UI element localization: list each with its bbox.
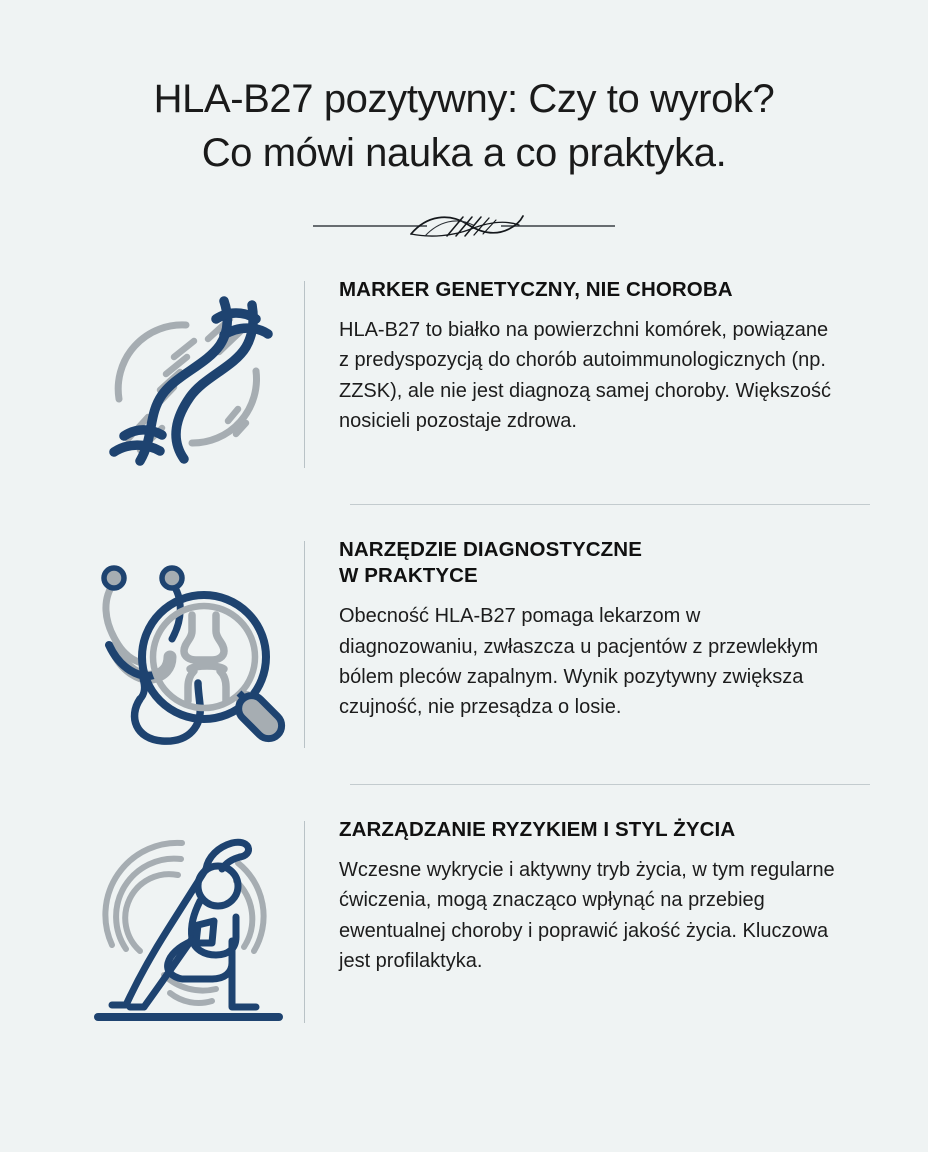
section-2-heading-line-2: W PRAKTYCE	[339, 564, 478, 588]
section-1-icon-cell	[72, 275, 304, 474]
yoga-stretch-icon	[86, 829, 291, 1029]
section-separator-1	[350, 504, 870, 505]
page-header	[0, 0, 928, 249]
section-3-icon-cell	[72, 815, 304, 1029]
section-3-heading: ZARZĄDZANIE RYZYKIEM I STYL ŻYCIA	[339, 817, 736, 841]
section-genetic-marker	[0, 275, 928, 474]
flourish-divider-icon	[299, 203, 629, 249]
section-2-text	[339, 535, 870, 723]
section-separator-2	[350, 784, 870, 785]
dna-helix-icon	[88, 289, 288, 474]
stethoscope-magnifier-icon	[86, 549, 291, 754]
section-1-body: HLA-B27 to białko na powierzchni komórek, powiązane z predyspozycją do chorób autoimmunologicznych (np. ZZSK), ale nie jest diagnozą samej choroby. Większość nosicieli pozostaje zdrowa.	[339, 319, 832, 433]
section-2-heading	[339, 537, 870, 589]
section-1-vertical-rule	[304, 281, 305, 468]
section-2-icon-cell	[72, 535, 304, 754]
section-diagnostic-tool	[0, 535, 928, 754]
page-title-line-1: HLA-B27 pozytywny: Czy to wyrok?	[153, 77, 775, 121]
section-2-vertical-rule	[304, 541, 305, 748]
section-risk-management	[0, 815, 928, 1029]
page-title-line-2: Co mówi nauka a co praktyka.	[201, 131, 727, 176]
section-1-heading: MARKER GENETYCZNY, NIE CHOROBA	[339, 277, 733, 301]
section-2-heading-line-1: NARZĘDZIE DIAGNOSTYCZNE	[339, 537, 642, 561]
section-1-text	[339, 275, 870, 437]
section-3-text	[339, 815, 870, 977]
sections-list	[0, 275, 928, 1029]
section-3-body: Wczesne wykrycie i aktywny tryb życia, w tym regularne ćwiczenia, mogą znacząco wpłynąć na przebieg ewentualnej choroby i poprawić jakość życia. Kluczowa jest profilaktyka.	[339, 859, 835, 973]
section-3-vertical-rule	[304, 821, 305, 1023]
section-2-body: Obecność HLA-B27 pomaga lekarzom w diagnozowaniu, zwłaszcza u pacjentów z przewlekłym bólem pleców zapalnym. Wynik pozytywny zwiększa czujność, nie przesądza o losie.	[339, 605, 819, 719]
